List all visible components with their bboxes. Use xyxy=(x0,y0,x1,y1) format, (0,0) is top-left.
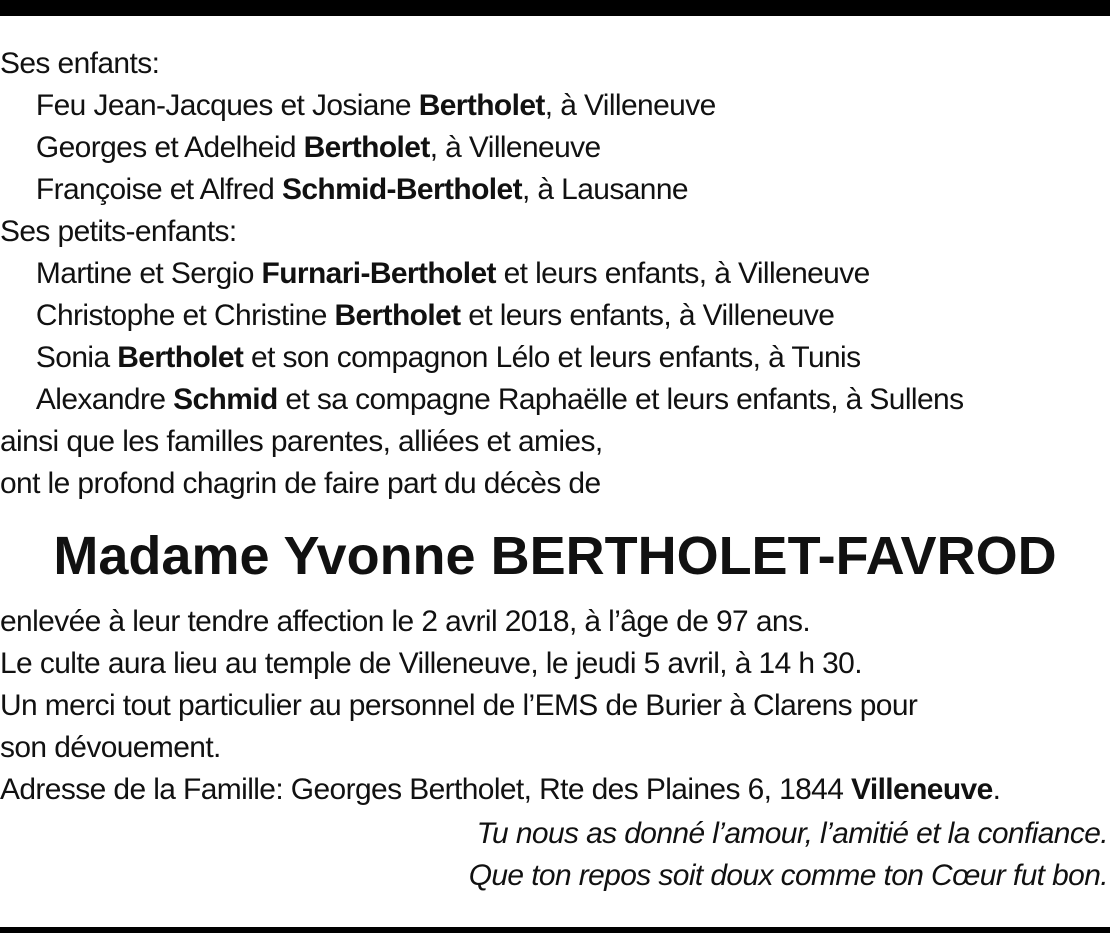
top-rule xyxy=(0,0,1110,16)
bottom-rule xyxy=(0,927,1110,933)
child-row-surname: Schmid-Bertholet xyxy=(281,173,522,206)
grandchild-row-suffix: et son compagnon Lélo et leurs enfants, à Tunis xyxy=(243,341,861,374)
grandchild-row-suffix: et leurs enfants, à Villeneuve xyxy=(460,299,835,332)
family-line: ainsi que les familles parentes, alliées et amies, xyxy=(0,425,603,458)
grandchild-row-prefix: Martine et Sergio xyxy=(35,257,262,290)
service-line: Le culte aura lieu au temple de Villeneuve, le jeudi 5 avril, à 14 h 30. xyxy=(0,647,862,680)
grandchild-row-prefix: Alexandre xyxy=(35,383,174,416)
address-line xyxy=(0,769,1108,811)
details-block xyxy=(0,601,1110,811)
deceased-name xyxy=(0,515,1110,597)
child-row-prefix: Françoise et Alfred xyxy=(35,173,282,206)
grandchild-row-surname: Furnari-Bertholet xyxy=(261,257,496,290)
grandchild-row xyxy=(0,253,1108,295)
child-row-surname: Bertholet xyxy=(303,131,430,164)
grandchild-row xyxy=(0,379,1108,421)
child-row-prefix: Feu Jean-Jacques et Josiane xyxy=(35,89,419,122)
passing-line: enlevée à leur tendre affection le 2 avril 2018, à l’âge de 97 ans. xyxy=(0,605,811,638)
grandchild-row-surname: Bertholet xyxy=(117,341,244,374)
grandchild-row-suffix: et leurs enfants, à Villeneuve xyxy=(495,257,870,290)
closing-quote xyxy=(0,813,1110,897)
child-row xyxy=(0,127,1108,169)
child-row xyxy=(0,85,1108,127)
grandchild-row-prefix: Sonia xyxy=(35,341,118,374)
thanks-line-continued: son dévouement. xyxy=(0,731,221,764)
obituary-notice xyxy=(0,43,1110,897)
grandchild-row xyxy=(0,295,1108,337)
child-row-suffix: , à Lausanne xyxy=(521,173,688,206)
child-row-suffix: , à Villeneuve xyxy=(429,131,601,164)
quote-line: Que ton repos soit doux comme ton Cœur fut bon. xyxy=(468,859,1109,892)
child-row-suffix: , à Villeneuve xyxy=(544,89,716,122)
child-row-prefix: Georges et Adelheid xyxy=(35,131,304,164)
child-row xyxy=(0,169,1108,211)
grandchild-row-surname: Bertholet xyxy=(334,299,461,332)
grandchild-row xyxy=(0,337,1108,379)
children-heading: Ses enfants: xyxy=(0,47,160,80)
address-end: . xyxy=(992,773,1001,806)
deceased-name-text: Madame Yvonne BERTHOLET-FAVROD xyxy=(53,526,1057,586)
quote-line: Tu nous as donné l’amour, l’amitié et la confiance. xyxy=(476,817,1109,850)
grandchild-row-prefix: Christophe et Christine xyxy=(35,299,335,332)
grandchild-row-surname: Schmid xyxy=(173,383,278,416)
thanks-line: Un merci tout particulier au personnel de l’EMS de Burier à Clarens pour xyxy=(0,689,918,722)
address-city: Villeneuve xyxy=(851,773,993,806)
announcement-line: ont le profond chagrin de faire part du décès de xyxy=(0,467,601,500)
grandchild-row-suffix: et sa compagne Raphaëlle et leurs enfants, à Sullens xyxy=(277,383,964,416)
address-prefix: Adresse de la Famille: Georges Bertholet, Rte des Plaines 6, 1844 xyxy=(0,773,852,806)
grandchildren-heading: Ses petits-enfants: xyxy=(0,215,237,248)
child-row-surname: Bertholet xyxy=(418,89,545,122)
